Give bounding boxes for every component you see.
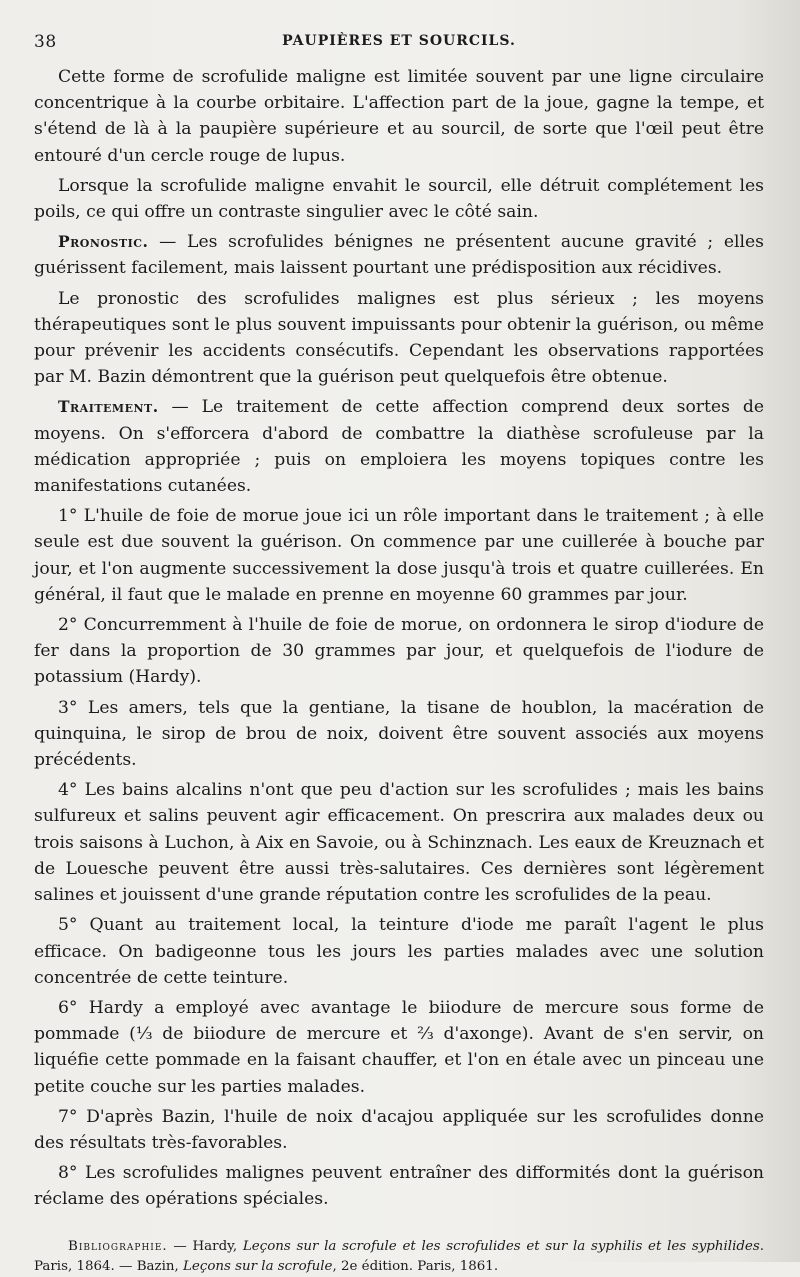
paragraph [34,695,764,774]
paragraph-text: Cette forme de scrofulide maligne est limitée souvent par une ligne circulaire concentrique à la courbe orbitaire. L'affection part de la joue, gagne la tempe, et s'étend de là à la paupière supérieure et au sourcil, de sorte que l'œil peut être entouré d'un cercle rouge de lupus. [34,67,764,166]
paragraph-traitement [34,394,764,499]
page-header [34,30,764,52]
paragraph [34,995,764,1100]
bibliography-label: Bibliographie. [68,1238,168,1254]
bibliography-work-1: Leçons sur la scrofule et les scrofulides et sur la syphilis et les syphilides [242,1238,760,1254]
paragraph [34,173,764,225]
bibliography-publication-2: , 2e édition. Paris, 1861. [332,1258,499,1274]
paragraph [34,1104,764,1156]
paragraph-text: 8° Les scrofulides malignes peuvent entraîner des difformités dont la guérison réclame des opérations spéciales. [34,1163,764,1210]
paragraph [34,286,764,391]
section-label-traitement: Traitement. [58,397,159,417]
paragraph [34,1160,764,1212]
body-text [34,64,764,1213]
paragraph [34,777,764,908]
page-number: 38 [34,32,57,52]
bibliography [34,1237,764,1277]
paragraph-text: 6° Hardy a employé avec avantage le biiodure de mercure sous forme de pommade (⅓ de biiodure de mercure et ⅔ d'axonge). Avant de s'en servir, on liquéfie cette pommade en la faisant chauffer, et l'on en étale avec un pinceau une petite couche sur les parties malades. [34,997,764,1097]
running-title: PAUPIÈRES ET SOURCILS. [282,33,516,49]
paragraph [34,912,764,991]
paragraph-text: 5° Quant au traitement local, la teinture d'iode me paraît l'agent le plus efficace. On badigeonne tous les jours les parties malades avec une solution concentrée de cette teinture. [34,915,764,988]
paragraph-text: 4° Les bains alcalins n'ont que peu d'action sur les scrofulides ; mais les bains sulfureux et salins peuvent agir efficacement. On prescrira aux malades deux ou trois saisons à Luchon, à Aix en Savoie, ou à Schinznach. Les eaux de Kreuznach et de Louesche peuvent être aussi très-salutaires. Ces dernières sont légèrement salines et jouissent d'une grande réputation contre les scrofulides de la peau. [34,780,764,906]
paragraph-text: 3° Les amers, tels que la gentiane, la tisane de houblon, la macération de quinquina, le sirop de brou de noix, doivent être souvent associés aux moyens précédents. [34,697,764,771]
paragraph [34,64,764,169]
paragraph-text: 1° L'huile de foie de morue joue ici un rôle important dans le traitement ; à elle seule est due souvent la guérison. On commence par une cuillerée à bouche par jour, et l'on augmente successivement la dose jusqu'à trois et quatre cuillerées. En général, il faut que le malade en prenne en moyenne 60 grammes par jour. [34,506,764,605]
bibliography-publication-1: . Paris, 1864. — Bazin, [34,1238,764,1274]
paragraph-text: Le pronostic des scrofulides malignes est plus sérieux ; les moyens thérapeutiques sont le plus souvent impuissants pour obtenir la guérison, ou même pour prévenir les accidents consécutifs. Cependant les observations rapportées par M. Bazin démontrent que la guérison peut quelquefois être obtenue. [34,288,764,388]
paragraph-text: Lorsque la scrofulide maligne envahit le sourcil, elle détruit complétement les poils, ce qui offre un contraste singulier avec le côté sain. [34,175,764,223]
paragraph-text: 2° Concurremment à l'huile de foie de morue, on ordonnera le sirop d'iodure de fer dans la proportion de 30 grammes par jour, et quelquefois de l'iodure de potassium (Hardy). [34,615,764,688]
section-label-pronostic: Pronostic. [58,232,149,252]
paragraph-text: — Les scrofulides bénignes ne présentent aucune gravité ; elles guérissent facilement, mais laissent pourtant une prédisposition aux récidives. [34,232,764,279]
bibliography-work-2: Leçons sur la scrofule [183,1258,333,1274]
bibliography-author-1: — Hardy, [167,1238,243,1254]
paragraph-pronostic [34,229,764,281]
paragraph [34,503,764,608]
paragraph-text: — Le traitement de cette affection comprend deux sortes de moyens. On s'efforcera d'abord de combattre la diathèse scrofuleuse par la médication appropriée ; puis on emploiera les moyens topiques contre les manifestations cutanées. [34,397,764,497]
paragraph [34,612,764,691]
paragraph-text: 7° D'après Bazin, l'huile de noix d'acajou appliquée sur les scrofulides donne des résultats très-favorables. [34,1106,764,1153]
